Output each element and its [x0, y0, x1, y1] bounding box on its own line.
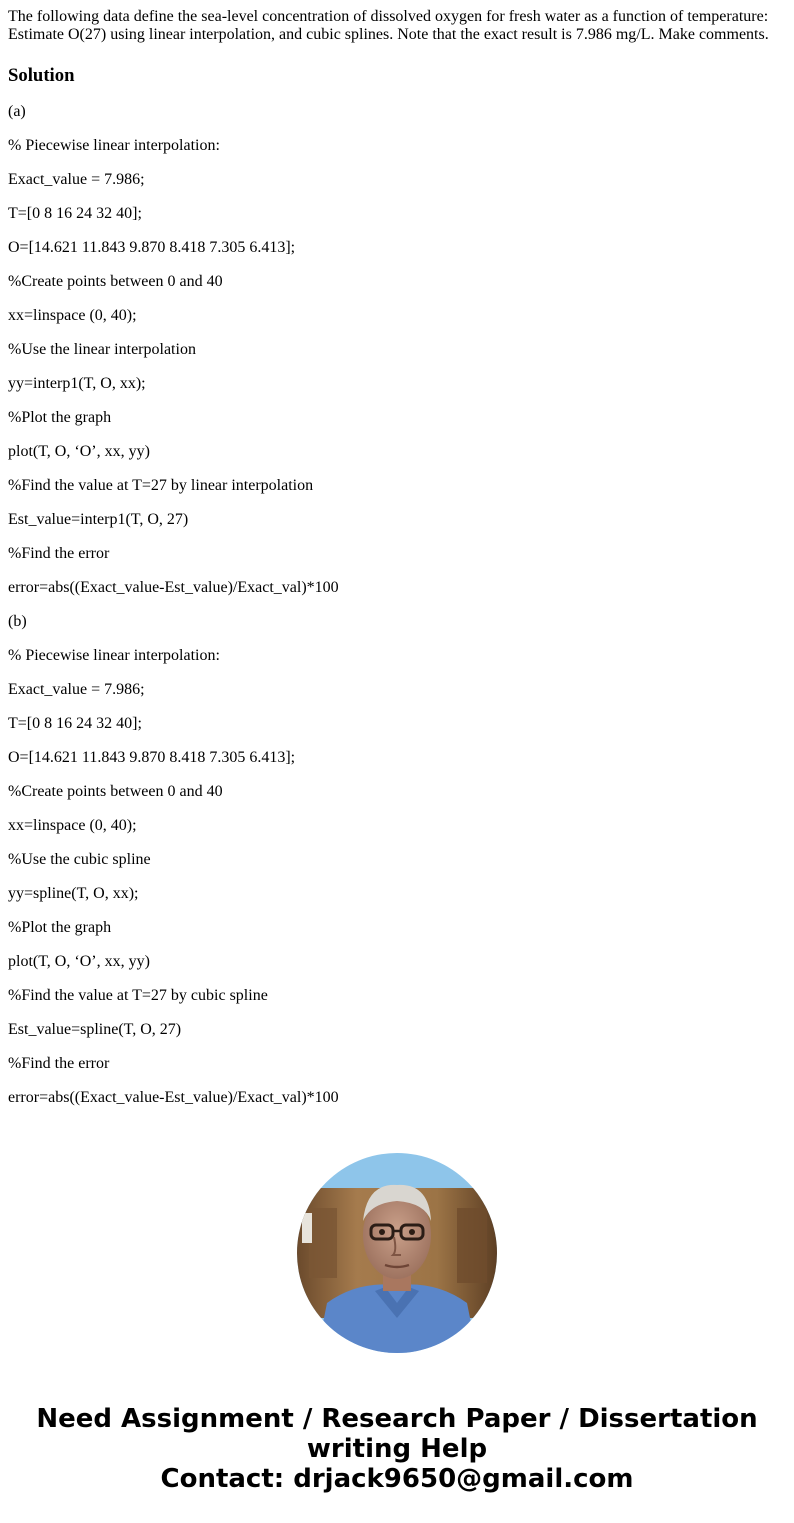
solution-line: xx=linspace (0, 40); [8, 307, 137, 324]
solution-line: %Use the linear interpolation [8, 341, 196, 358]
solution-line: Exact_value = 7.986; [8, 681, 145, 698]
solution-line: % Piecewise linear interpolation: [8, 647, 220, 664]
solution-line: O=[14.621 11.843 9.870 8.418 7.305 6.413]; [8, 749, 296, 766]
solution-line: (a) [8, 103, 26, 120]
solution-line: T=[0 8 16 24 32 40]; [8, 715, 142, 732]
solution-lines [8, 103, 786, 1107]
solution-line: % Piecewise linear interpolation: [8, 137, 220, 154]
author-avatar [297, 1153, 497, 1353]
solution-line: error=abs((Exact_value-Est_value)/Exact_val)*100 [8, 579, 339, 596]
solution-line: Exact_value = 7.986; [8, 171, 145, 188]
solution-line: yy=interp1(T, O, xx); [8, 375, 146, 392]
solution-line: plot(T, O, ‘O’, xx, yy) [8, 443, 150, 460]
solution-line: %Create points between 0 and 40 [8, 783, 223, 800]
solution-line: plot(T, O, ‘O’, xx, yy) [8, 953, 150, 970]
solution-line: %Find the value at T=27 by linear interpolation [8, 477, 314, 494]
contact-footer [0, 1404, 794, 1494]
solution-line: (b) [8, 613, 27, 630]
solution-line: %Create points between 0 and 40 [8, 273, 223, 290]
solution-line: %Use the cubic spline [8, 851, 151, 868]
footer-line-1: Need Assignment / Research Paper / Dissertation [36, 1404, 758, 1434]
person-portrait-image [297, 1153, 497, 1353]
question-text: The following data define the sea-level concentration of dissolved oxygen for fresh water as a function of temperature: Estimate O(27) using linear interpolation, and cubic splines. Note that the exact result is 7.986 mg/L. Make comments. [8, 8, 769, 43]
footer-contact-line: Contact: drjack9650@gmail.com [160, 1464, 634, 1494]
footer-line-2: writing Help [306, 1434, 488, 1464]
solution-line: xx=linspace (0, 40); [8, 817, 137, 834]
solution-line: Est_value=interp1(T, O, 27) [8, 511, 189, 528]
solution-line: %Find the value at T=27 by cubic spline [8, 987, 268, 1004]
solution-line: yy=spline(T, O, xx); [8, 885, 139, 902]
solution-line: T=[0 8 16 24 32 40]; [8, 205, 142, 222]
solution-line: %Plot the graph [8, 409, 112, 426]
solution-line: %Find the error [8, 545, 110, 562]
solution-line: error=abs((Exact_value-Est_value)/Exact_val)*100 [8, 1089, 339, 1106]
solution-line: O=[14.621 11.843 9.870 8.418 7.305 6.413]; [8, 239, 296, 256]
solution-heading: Solution [8, 65, 75, 86]
solution-line: Est_value=spline(T, O, 27) [8, 1021, 182, 1038]
solution-line: %Plot the graph [8, 919, 112, 936]
solution-line: %Find the error [8, 1055, 110, 1072]
